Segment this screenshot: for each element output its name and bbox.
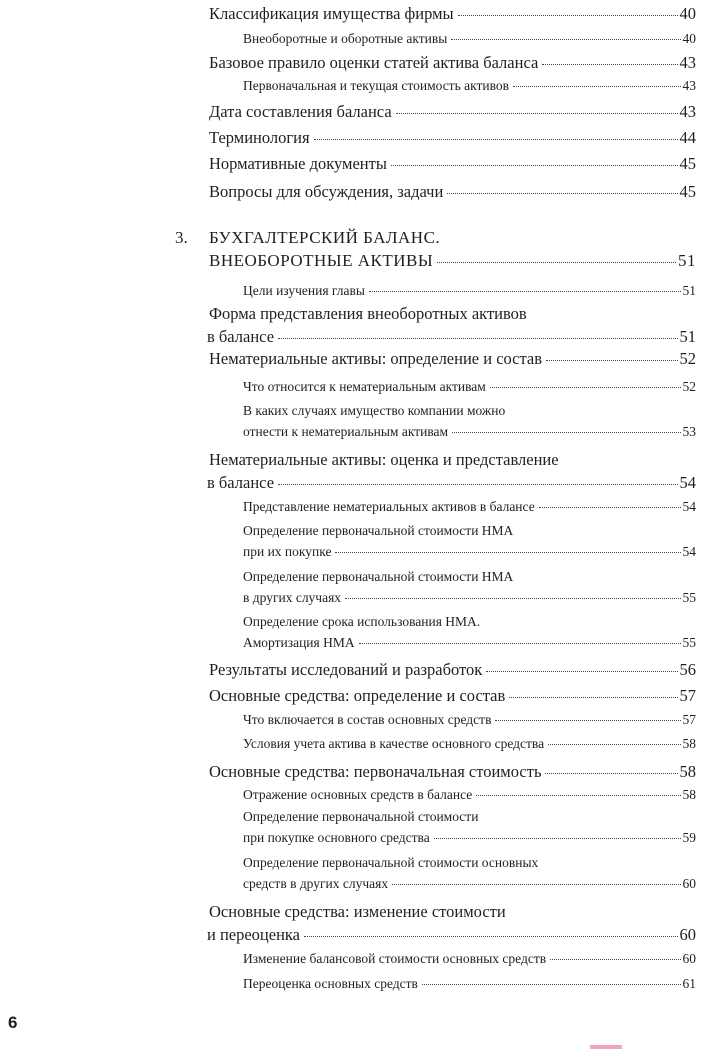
toc-page-number: 60 xyxy=(682,876,696,891)
toc-entry-title: и переоценка xyxy=(207,925,301,944)
dot-leader xyxy=(509,684,677,698)
toc-page-number: 58 xyxy=(682,787,696,802)
dot-leader xyxy=(490,376,681,388)
toc-page-number: 44 xyxy=(679,128,696,147)
toc-page-number: 61 xyxy=(682,976,696,991)
toc-entry-title: Результаты исследований и разработок xyxy=(209,660,483,679)
dot-leader xyxy=(486,658,677,672)
toc-entry-title: Дата составления баланса xyxy=(209,102,392,121)
toc-entry-title: Определение первоначальной стоимости НМА xyxy=(243,523,514,538)
toc-entry-title: Форма представления внеоборотных активов xyxy=(209,304,527,323)
toc-entry-title: Определение первоначальной стоимости xyxy=(243,809,479,824)
page-number: 6 xyxy=(8,1013,18,1032)
toc-page-number: 52 xyxy=(679,349,696,368)
toc-entry-title: Первоначальная и текущая стоимость активов xyxy=(243,78,510,93)
toc-entry-title: Цели изучения главы xyxy=(243,283,365,298)
dot-leader xyxy=(314,126,678,140)
toc-entry-title: Нематериальные активы: оценка и представление xyxy=(209,450,559,469)
toc-page-number: 51 xyxy=(682,283,696,298)
corner-mark xyxy=(590,1045,622,1049)
toc-page-number: 58 xyxy=(682,736,696,751)
toc-entry-title: Терминология xyxy=(209,128,310,147)
toc-entry-title: Вопросы для обсуждения, задачи xyxy=(209,182,444,201)
dot-leader xyxy=(345,587,680,599)
toc-page-number: 54 xyxy=(679,473,696,492)
toc-entry-title: при покупке основного средства xyxy=(243,830,430,845)
toc-entry-title: Представление нематериальных активов в балансе xyxy=(243,499,535,514)
toc-page-number: 53 xyxy=(682,424,696,439)
dot-leader xyxy=(392,873,680,885)
toc-page-number: 55 xyxy=(682,635,696,650)
toc-page-number: 52 xyxy=(682,379,696,394)
dot-leader xyxy=(422,973,681,985)
dot-leader xyxy=(369,280,681,292)
dot-leader xyxy=(396,100,678,114)
toc-entry-title: Основные средства: определение и состав xyxy=(209,686,506,705)
dot-leader xyxy=(550,948,680,960)
dot-leader xyxy=(278,325,677,339)
dot-leader xyxy=(548,733,680,745)
toc-entry-title: Основные средства: первоначальная стоимость xyxy=(209,762,542,781)
toc-page-number: 40 xyxy=(679,4,696,23)
dot-leader xyxy=(304,923,677,937)
dot-leader xyxy=(495,709,680,721)
toc-entry-title: в балансе xyxy=(207,473,275,492)
toc-page-number: 54 xyxy=(682,499,696,514)
dot-leader xyxy=(545,760,677,774)
dot-leader xyxy=(359,632,681,644)
toc-entry-title: Отражение основных средств в балансе xyxy=(243,787,473,802)
toc-page-number: 43 xyxy=(679,53,696,72)
toc-entry-title: Нематериальные активы: определение и состав xyxy=(209,349,543,368)
toc-entry-title: Условия учета актива в качестве основного средства xyxy=(243,736,545,751)
toc-page-number: 60 xyxy=(682,951,696,966)
toc-page-number: 57 xyxy=(679,686,696,705)
dot-leader xyxy=(452,421,680,433)
chapter-heading xyxy=(209,251,696,271)
toc-entry-title: Определение первоначальной стоимости основных xyxy=(243,855,539,870)
toc-entry-title: Изменение балансовой стоимости основных средств xyxy=(243,951,547,966)
toc-entry-title: Что относится к нематериальным активам xyxy=(243,379,486,394)
toc-entry-title: Переоценка основных средств xyxy=(243,976,418,991)
toc-page-number: 55 xyxy=(682,590,696,605)
toc-page-number: 51 xyxy=(679,327,696,346)
toc-entry-title: в балансе xyxy=(207,327,275,346)
dot-leader xyxy=(437,248,676,263)
toc-page-number: 51 xyxy=(678,251,696,270)
dot-leader xyxy=(476,784,680,796)
toc-entry-title: Определение первоначальной стоимости НМА xyxy=(243,569,514,584)
toc-entry-title: Внеоборотные и оборотные активы xyxy=(243,31,448,46)
toc-page-number: 43 xyxy=(682,78,696,93)
toc-page-number: 45 xyxy=(679,154,696,173)
toc-entry-title: отнести к нематериальным активам xyxy=(243,424,449,439)
chapter-title-line: БУХГАЛТЕРСКИЙ БАЛАНС. xyxy=(209,228,441,247)
toc-page-number: 60 xyxy=(679,925,696,944)
toc-entry-title: Базовое правило оценки статей актива баланса xyxy=(209,53,539,72)
toc-entry-title: Что включается в состав основных средств xyxy=(243,712,492,727)
dot-leader xyxy=(513,75,680,87)
toc-page-number: 40 xyxy=(682,31,696,46)
toc-entry-title: в других случаях xyxy=(243,590,342,605)
dot-leader xyxy=(434,827,681,839)
dot-leader xyxy=(546,347,677,361)
toc-entry-title: В каких случаях имущество компании можно xyxy=(243,403,506,418)
dot-leader xyxy=(391,152,678,166)
toc-page-number: 56 xyxy=(679,660,696,679)
dot-leader xyxy=(539,496,681,508)
toc-page-number: 59 xyxy=(682,830,696,845)
dot-leader xyxy=(447,180,677,194)
toc-entry-title: Основные средства: изменение стоимости xyxy=(209,902,506,921)
toc-entry-title: при их покупке xyxy=(243,544,332,559)
dot-leader xyxy=(542,51,677,65)
toc-entry-title: ВНЕОБОРОТНЫЕ АКТИВЫ xyxy=(209,251,434,270)
dot-leader xyxy=(451,28,680,40)
chapter-number: 3. xyxy=(175,228,188,247)
toc-page-number: 54 xyxy=(682,544,696,559)
toc-page-number: 57 xyxy=(682,712,696,727)
dot-leader xyxy=(278,471,677,485)
toc-page-number: 45 xyxy=(679,182,696,201)
toc-entry-title: средств в других случаях xyxy=(243,876,389,891)
dot-leader xyxy=(458,2,678,16)
toc-page-number: 43 xyxy=(679,102,696,121)
toc-page-number: 58 xyxy=(679,762,696,781)
toc-entry-title: Классификация имущества фирмы xyxy=(209,4,454,23)
toc-entry-title: Амортизация НМА xyxy=(243,635,355,650)
dot-leader xyxy=(335,541,680,553)
toc-entry-title: Нормативные документы xyxy=(209,154,387,173)
toc-entry-title: Определение срока использования НМА. xyxy=(243,614,481,629)
